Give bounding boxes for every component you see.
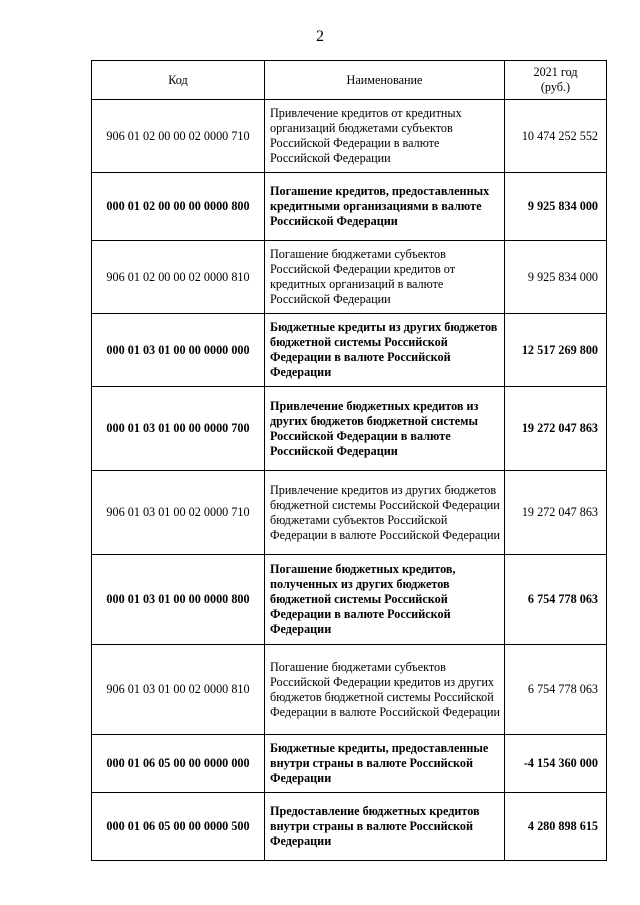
table-row: [92, 314, 607, 387]
table-row: [92, 241, 607, 314]
row-name: Погашение бюджетных кредитов, полученных из других бюджетов бюджетной системы Российской Федерации в валюте Российской Федерации: [265, 555, 505, 645]
row-name: Привлечение бюджетных кредитов из других бюджетов бюджетной системы Российской Федерации в валюте Российской Федерации: [265, 387, 505, 471]
row-code: 000 01 03 01 00 00 0000 700: [92, 387, 265, 471]
header-name: Наименование: [265, 61, 505, 100]
row-code: 000 01 03 01 00 00 0000 800: [92, 555, 265, 645]
row-amount: 19 272 047 863: [505, 471, 607, 555]
table-header-row: [92, 61, 607, 100]
row-code: 000 01 03 01 00 00 0000 000: [92, 314, 265, 387]
table-row: [92, 387, 607, 471]
row-amount: 9 925 834 000: [505, 173, 607, 241]
table-row: [92, 645, 607, 735]
row-name: Предоставление бюджетных кредитов внутри страны в валюте Российской Федерации: [265, 793, 505, 861]
row-name: Погашение бюджетами субъектов Российской Федерации кредитов из других бюджетов бюджетной системы Российской Федерации в валюте Российской Федерации: [265, 645, 505, 735]
row-amount: 6 754 778 063: [505, 555, 607, 645]
budget-sources-table: [91, 60, 607, 861]
table-row: [92, 471, 607, 555]
page-number: 2: [316, 28, 324, 45]
row-amount: -4 154 360 000: [505, 735, 607, 793]
row-name: Погашение кредитов, предоставленных кредитными организациями в валюте Российской Федерации: [265, 173, 505, 241]
header-amount-year: 2021 год: [533, 65, 578, 79]
row-name: Бюджетные кредиты, предоставленные внутри страны в валюте Российской Федерации: [265, 735, 505, 793]
table-row: [92, 735, 607, 793]
header-amount-unit: (руб.): [540, 80, 571, 94]
row-name: Погашение бюджетами субъектов Российской Федерации кредитов от кредитных организаций в валюте Российской Федерации: [265, 241, 505, 314]
table-row: [92, 173, 607, 241]
header-code: Код: [92, 61, 265, 100]
row-amount: 19 272 047 863: [505, 387, 607, 471]
row-code: 906 01 03 01 00 02 0000 710: [92, 471, 265, 555]
row-code: 906 01 03 01 00 02 0000 810: [92, 645, 265, 735]
row-code: 906 01 02 00 00 02 0000 810: [92, 241, 265, 314]
table-row: [92, 100, 607, 173]
table-row: [92, 555, 607, 645]
row-amount: 12 517 269 800: [505, 314, 607, 387]
row-amount: 10 474 252 552: [505, 100, 607, 173]
header-amount: [505, 61, 607, 100]
row-name: Привлечение кредитов из других бюджетов бюджетной системы Российской Федерации бюджетами субъектов Российской Федерации в валюте Российской Федерации: [265, 471, 505, 555]
table-row: [92, 793, 607, 861]
row-name: Привлечение кредитов от кредитных организаций бюджетами субъектов Российской Федерации в валюте Российской Федерации: [265, 100, 505, 173]
row-code: 000 01 06 05 00 00 0000 000: [92, 735, 265, 793]
row-amount: 6 754 778 063: [505, 645, 607, 735]
row-amount: 4 280 898 615: [505, 793, 607, 861]
row-code: 000 01 06 05 00 00 0000 500: [92, 793, 265, 861]
table-body: [92, 61, 607, 861]
row-code: 000 01 02 00 00 00 0000 800: [92, 173, 265, 241]
row-name: Бюджетные кредиты из других бюджетов бюджетной системы Российской Федерации в валюте Российской Федерации: [265, 314, 505, 387]
row-amount: 9 925 834 000: [505, 241, 607, 314]
row-code: 906 01 02 00 00 02 0000 710: [92, 100, 265, 173]
